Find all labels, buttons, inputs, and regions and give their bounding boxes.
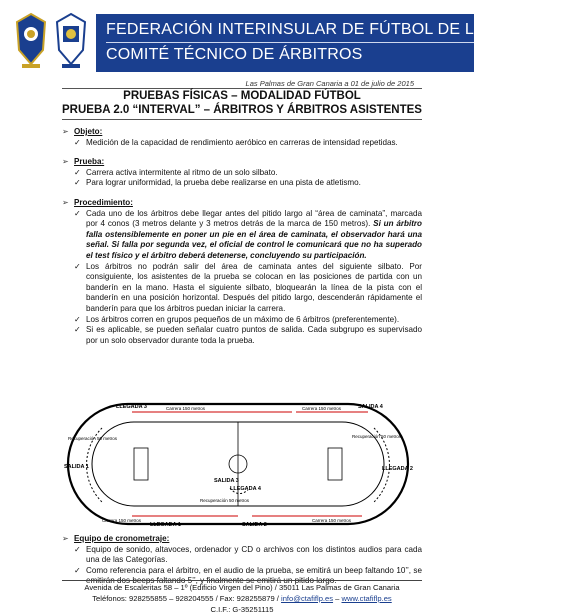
- label-llegada-2: LLEGADA 2: [382, 466, 413, 472]
- section-objeto: [62, 127, 422, 148]
- footer-web-link[interactable]: www.ctafiflp.es: [341, 594, 392, 603]
- committee-crest-logo: [54, 12, 88, 72]
- header-committee-name: COMITÉ TÉCNICO DE ÁRBITROS: [106, 46, 363, 63]
- label-carrera-bottom-right: Carrera 150 metros: [312, 518, 352, 523]
- document-title: [62, 88, 422, 120]
- list-item: ✓ Carrera activa intermitente al ritmo de un solo silbato.: [74, 167, 278, 177]
- footer-cif: C.I.F.: G-35251115: [210, 605, 274, 614]
- field-area-right: [328, 448, 342, 480]
- title-line-1: PRUEBAS FÍSICAS – MODALIDAD FÚTBOL: [123, 90, 361, 102]
- check-icon: ✓: [74, 325, 81, 335]
- label-salida-3: SALIDA 3: [214, 478, 239, 484]
- check-icon: ✓: [74, 565, 81, 575]
- header-band: [96, 14, 565, 72]
- label-carrera-top-right: Carrera 150 metros: [302, 406, 342, 411]
- check-icon: ✓: [74, 544, 81, 554]
- track-diagram: [62, 398, 414, 530]
- federation-crest-logo: [14, 12, 48, 72]
- label-carrera-bottom-left: Carrera 150 metros: [102, 518, 142, 523]
- check-icon: ✓: [74, 178, 81, 188]
- list-item: ✓ Para lograr uniformidad, la prueba debe realizarse en una pista de atletismo.: [74, 178, 361, 188]
- list-item: ✓ Los árbitros no podrán salir del área de caminata antes del siguiente silbato. Por consiguiente, los asistentes de la prueba se colocan en las posiciones de partida con un banderín en la mano. Hasta el siguiente silbato, bloquearán la línea de la pista con el banderín en una posición horizontal. Después del pitido largo, descenderán rápidamente el banderín para que los árbitros puedan iniciar la carrera.: [74, 261, 422, 313]
- section-prueba: [62, 157, 422, 189]
- label-llegada-3: LLEGADA 3: [116, 404, 147, 410]
- date-line: Las Palmas de Gran Canaria a 01 de julio de 2015: [245, 79, 414, 88]
- title-line-2: PRUEBA 2.0 “INTERVAL” – ÁRBITROS Y ÁRBITROS ASISTENTES: [62, 104, 422, 116]
- label-salida-4: SALIDA 4: [358, 404, 383, 410]
- check-icon: ✓: [74, 167, 81, 177]
- field-area-left: [134, 448, 148, 480]
- footer-contact: Teléfonos: 928255855 – 928204555 / Fax: 928255879 / info@ctafiflp.es – www.ctafiflp.es: [92, 594, 392, 603]
- section-heading-equipo: ➢ Equipo de cronometraje:: [62, 534, 422, 545]
- list-item: ✓ Como referencia para el árbitro, en el audio de la prueba, se emitirá un beep faltando 10’’, se: [74, 565, 422, 575]
- label-recup-left: Recuperación 50 metros: [68, 436, 118, 441]
- label-llegada-1: LLEGADA 1: [150, 522, 181, 528]
- label-recup-center: Recuperación 50 metros: [200, 498, 250, 503]
- list-item: ✓ Equipo de sonido, altavoces, ordenador y CD o archivos con los distintos audios para cada una de las Categorías.: [74, 544, 422, 565]
- section-heading-procedimiento: ➢ Procedimiento:: [62, 198, 422, 209]
- label-llegada-4: LLEGADA 4: [230, 486, 261, 492]
- footer: [62, 582, 422, 615]
- section-heading-prueba: ➢ Prueba:: [62, 157, 422, 168]
- footer-email-link[interactable]: info@ctafiflp.es: [281, 594, 334, 603]
- footer-address: Avenida de Escaleritas 58 – 1º (Edificio Virgen del Pino) / 35011 Las Palmas de Gran Canaria: [84, 583, 400, 592]
- check-icon: ✓: [74, 208, 81, 218]
- section-heading-objeto: ➢ Objeto:: [62, 127, 422, 138]
- check-icon: ✓: [74, 314, 81, 324]
- check-icon: ✓: [74, 261, 81, 271]
- section-procedimiento: [62, 198, 422, 346]
- list-item: ✓ Si es aplicable, se pueden señalar cuatro puntos de salida. Cada subgrupo es supervisado por un solo observador durante toda la prueba.: [74, 325, 422, 345]
- list-item: ✓ Cada uno de los árbitros debe llegar antes del pitido largo al “área de caminata”, marcada por 4 conos (3 metros delante y 3 metros detrás de la marca de 150 metros). Si un árbitro falla ostensiblemente en poner un pie en el área de caminata, el observador hará una señal. Si falla por segunda vez, el oficial de control le comunicará que no ha superado el test físico y el árbitro deberá detenerse, concluyendo su participación.: [74, 208, 422, 260]
- check-icon: ✓: [74, 137, 81, 147]
- label-carrera-top-left: Carrera 150 metros: [166, 406, 206, 411]
- document-body: [62, 124, 422, 346]
- footer-divider: [62, 580, 422, 581]
- label-salida-2: SALIDA 2: [242, 522, 267, 528]
- label-salida-1: SALIDA 1: [64, 464, 89, 470]
- list-item: ✓ Medición de la capacidad de rendimiento aeróbico en carreras de intensidad repetidas.: [74, 137, 398, 147]
- list-item: ✓ Los árbitros corren en grupos pequeños de un máximo de 6 árbitros (preferentemente).: [74, 314, 400, 324]
- label-recup-right: Recuperación 50 metros: [352, 434, 402, 439]
- header-divider: [106, 42, 474, 43]
- header-federation-name: FEDERACIÓN INTERINSULAR DE FÚTBOL DE LAS PALMAS: [106, 21, 565, 38]
